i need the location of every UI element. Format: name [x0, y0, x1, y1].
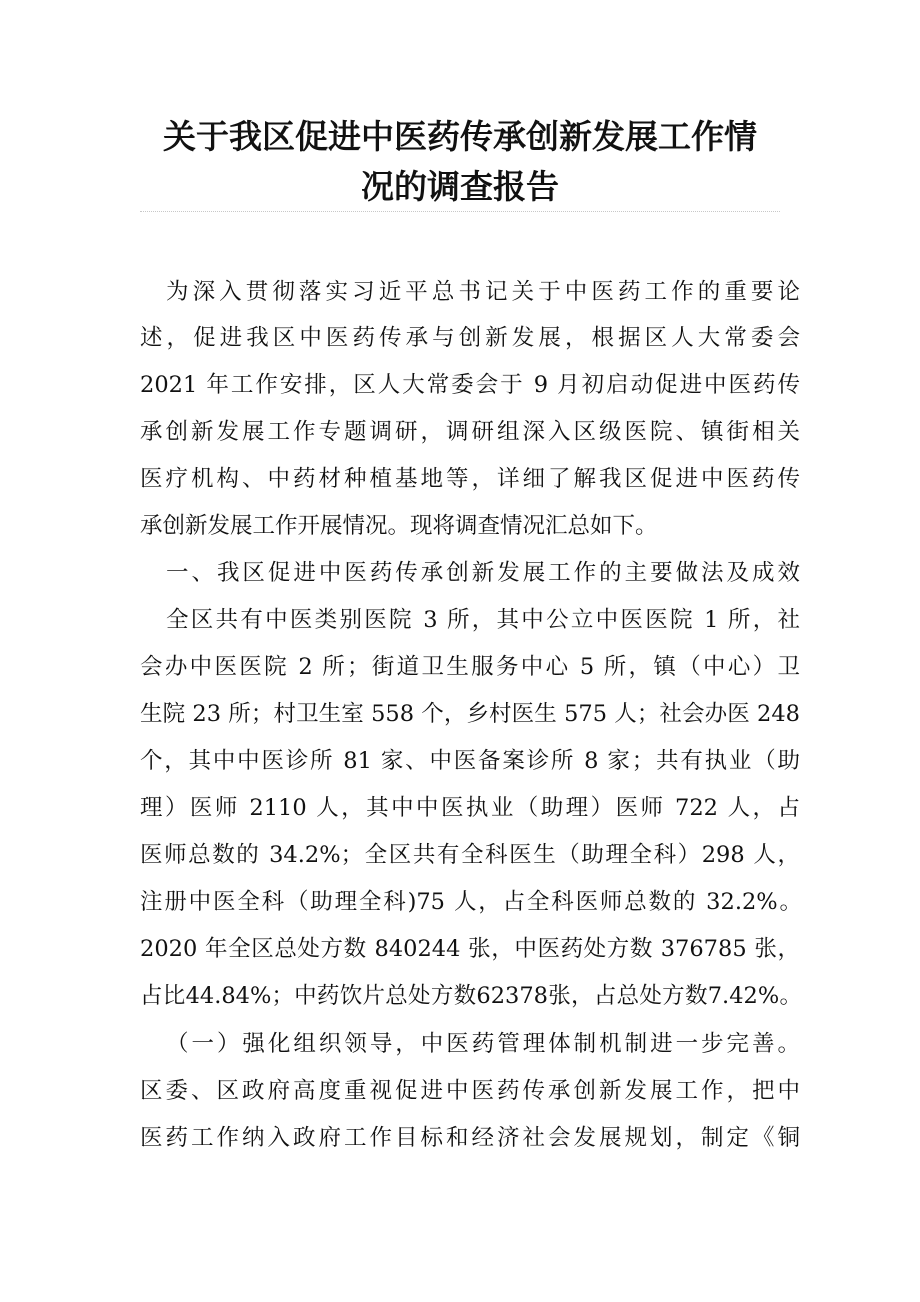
paragraph-line: 全区共有中医类别医院 3 所，其中公立中医医院 1 所，社 [166, 607, 800, 633]
paragraph-line: 区委、区政府高度重视促进中医药传承创新发展工作，把中 [140, 1078, 800, 1104]
subsection-heading: （一）强化组织领导，中医药管理体制机制进一步完善。 [166, 1031, 800, 1057]
paragraph-line: 医疗机构、中药材种植基地等，详细了解我区促进中医药传 [140, 466, 800, 492]
title-line-2: 况的调查报告 [361, 167, 559, 206]
title-divider [140, 211, 780, 212]
paragraph-line: 个，其中中医诊所 81 家、中医备案诊所 8 家；共有执业（助 [140, 748, 800, 774]
paragraph-line: 医药工作纳入政府工作目标和经济社会发展规划，制定《铜 [140, 1125, 800, 1151]
paragraph-line: 承创新发展工作专题调研，调研组深入区级医院、镇街相关 [140, 419, 800, 445]
paragraph-line: 述，促进我区中医药传承与创新发展，根据区人大常委会 [140, 325, 800, 351]
paragraph-line: 会办中医医院 2 所；街道卫生服务中心 5 所，镇（中心）卫 [140, 654, 800, 680]
section-heading: 一、我区促进中医药传承创新发展工作的主要做法及成效 [166, 560, 800, 586]
paragraph-line: 2021 年工作安排，区人大常委会于 9 月初启动促进中医药传 [140, 372, 800, 398]
paragraph-line: 承创新发展工作开展情况。现将调查情况汇总如下。 [140, 513, 658, 539]
paragraph-line: 2020 年全区总处方数 840244 张，中医药处方数 376785 张， [140, 936, 800, 962]
title-line-1: 关于我区促进中医药传承创新发展工作情 [163, 117, 757, 156]
paragraph-line: 理）医师 2110 人，其中中医执业（助理）医师 722 人，占 [140, 795, 800, 821]
paragraph-line: 医师总数的 34.2%；全区共有全科医生（助理全科）298 人， [140, 842, 800, 868]
paragraph-line: 注册中医全科（助理全科)75 人，占全科医师总数的 32.2%。 [140, 889, 802, 915]
document-title [120, 112, 800, 212]
paragraph-line: 占比44.84%；中药饮片总处方数62378张，占总处方数7.42%。 [140, 983, 802, 1009]
paragraph-line: 为深入贯彻落实习近平总书记关于中医药工作的重要论 [166, 279, 800, 305]
paragraph-line: 生院 23 所；村卫生室 558 个，乡村医生 575 人；社会办医 248 [140, 701, 800, 727]
